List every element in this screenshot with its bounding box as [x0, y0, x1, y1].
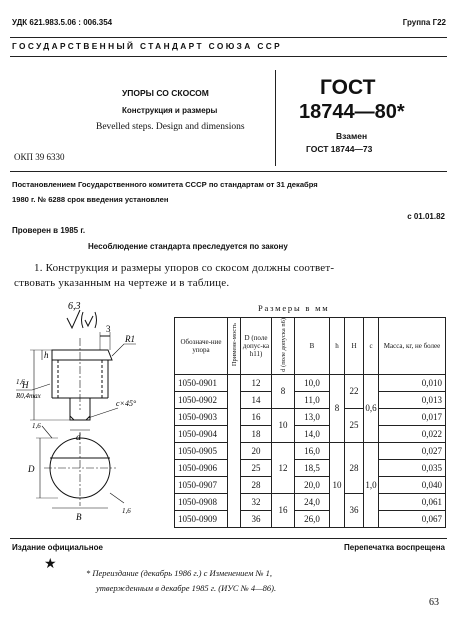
cell-D: 16: [241, 408, 272, 425]
cell-code: 1050-0906: [175, 459, 228, 476]
table-row: [175, 425, 446, 442]
replaces-label: Взамен: [336, 131, 368, 141]
cell-code: 1050-0901: [175, 374, 228, 391]
dimensions-table: [174, 317, 446, 528]
cell-B: 13,0: [295, 408, 330, 425]
dim-D: D: [28, 464, 35, 474]
cell-h: 10: [330, 442, 345, 527]
cell-c: 0,6: [364, 374, 379, 442]
cell-mass: 0,040: [379, 476, 446, 493]
cell-B: 18,5: [295, 459, 330, 476]
table-row: [175, 408, 446, 425]
replaces-value: ГОСТ 18744—73: [306, 144, 373, 154]
col-applicability: Примене-мость: [228, 318, 241, 375]
cell-c: 1,0: [364, 442, 379, 527]
cell-B: 20,0: [295, 476, 330, 493]
udk-code: УДК 621.983.5.06 : 006.354: [12, 18, 113, 27]
cell-B: 11,0: [295, 391, 330, 408]
dim-3: 3: [106, 324, 111, 334]
col-h: h: [330, 318, 345, 375]
cell-D: 18: [241, 425, 272, 442]
effective-date: с 01.01.82: [407, 212, 445, 221]
title-en: Bevelled steps. Design and dimensions: [96, 122, 245, 132]
radius-r1: R1: [125, 334, 135, 344]
paragraph-line-2: ствовать указанным на чертеже и в таблице.: [14, 277, 230, 289]
cell-mass: 0,027: [379, 442, 446, 459]
cell-D: 36: [241, 510, 272, 527]
cell-code: 1050-0902: [175, 391, 228, 408]
page-number: 63: [429, 597, 439, 608]
cell-B: 24,0: [295, 493, 330, 510]
cell-H: 25: [345, 408, 364, 442]
technical-drawing: [12, 298, 174, 530]
col-d: d (поле допуска n6): [272, 318, 295, 375]
cell-mass: 0,013: [379, 391, 446, 408]
cell-d: 8: [272, 374, 295, 408]
table-row: [175, 459, 446, 476]
cell-mass: 0,010: [379, 374, 446, 391]
roughness-icon: [67, 310, 80, 328]
chamfer-c45: c×45°: [116, 399, 137, 408]
table-row: [175, 493, 446, 510]
title-rule: [10, 171, 447, 172]
dim-B: B: [76, 512, 82, 522]
cell-d: 10: [272, 408, 295, 442]
col-designation: Обозначе-ние упора: [175, 318, 228, 375]
gost-label: ГОСТ: [320, 76, 376, 99]
decree-line-2: 1980 г. № 6288 срок введения установлен: [12, 195, 169, 204]
decree-line-1: Постановлением Государственного комитета СССР по стандартам от 31 декабря: [12, 180, 318, 189]
law-notice: Несоблюдение стандарта преследуется по закону: [88, 242, 288, 251]
cell-D: 25: [241, 459, 272, 476]
cell-B: 26,0: [295, 510, 330, 527]
footer-rule: [10, 538, 447, 539]
cell-code: 1050-0907: [175, 476, 228, 493]
cell-code: 1050-0904: [175, 425, 228, 442]
top-rule: [10, 37, 447, 38]
cell-d: 12: [272, 442, 295, 493]
dim-H: H: [22, 380, 29, 390]
cell-H: 22: [345, 374, 364, 408]
table-row: [175, 510, 446, 527]
cell-B: 16,0: [295, 442, 330, 459]
col-c: c: [364, 318, 379, 375]
cell-H: 28: [345, 442, 364, 493]
cell-D: 28: [241, 476, 272, 493]
cell-mass: 0,017: [379, 408, 446, 425]
cell-B: 10,0: [295, 374, 330, 391]
cell-mass: 0,022: [379, 425, 446, 442]
cell-mass: 0,067: [379, 510, 446, 527]
roughness-1-6-b: 1,6: [32, 422, 41, 430]
state-standard-heading: ГОСУДАРСТВЕННЫЙ СТАНДАРТ СОЮЗА ССР: [12, 41, 283, 51]
header-rule: [10, 56, 447, 57]
reprint-prohibited: Перепечатка воспрещена: [344, 543, 445, 552]
reissue-note-1: * Переиздание (декабрь 1986 г.) с Изменением № 1,: [86, 568, 273, 578]
cell-H: 36: [345, 493, 364, 527]
cell-B: 14,0: [295, 425, 330, 442]
cell-h: 8: [330, 374, 345, 442]
roughness-value: 6,3: [68, 301, 81, 312]
gost-number: 18744—80*: [299, 101, 405, 123]
table-row: [175, 442, 446, 459]
radius-r04: R0,4max: [16, 392, 41, 400]
table-row: [175, 476, 446, 493]
roughness-1-6-c: 1,6: [122, 507, 131, 515]
cell-D: 20: [241, 442, 272, 459]
cell-code: 1050-0909: [175, 510, 228, 527]
col-B: B: [295, 318, 330, 375]
col-D: D (поле допус-ка h11): [241, 318, 272, 375]
checked-year: Проверен в 1985 г.: [12, 226, 86, 235]
cell-mass: 0,061: [379, 493, 446, 510]
roughness-1-6-a: 1,6: [16, 378, 25, 386]
table-header-row: [175, 318, 446, 375]
table-row: [175, 391, 446, 408]
paragraph-line-1: 1. Конструкция и размеры упоров со скосом должны соответ-: [34, 262, 335, 274]
star-icon: ★: [44, 557, 57, 572]
cell-code: 1050-0908: [175, 493, 228, 510]
subtitle-ru: Конструкция и размеры: [122, 106, 218, 115]
cell-code: 1050-0905: [175, 442, 228, 459]
cell-code: 1050-0903: [175, 408, 228, 425]
title-divider: [275, 70, 276, 166]
title-ru: УПОРЫ СО СКОСОМ: [122, 88, 209, 98]
reissue-note-2: утвержденным в декабре 1985 г. (ИУС № 4—86).: [96, 583, 277, 593]
cell-D: 14: [241, 391, 272, 408]
group-code: Группа Г22: [402, 18, 446, 27]
col-mass: Масса, кг, не более: [379, 318, 446, 375]
cell-D: 12: [241, 374, 272, 391]
table-row: [175, 374, 446, 391]
cell-applicability: [228, 374, 241, 527]
col-H: H: [345, 318, 364, 375]
dim-d: d: [76, 432, 81, 442]
cell-D: 32: [241, 493, 272, 510]
table-caption: Размеры в мм: [258, 303, 330, 313]
dim-h: h: [44, 350, 49, 360]
okp-code: ОКП 39 6330: [14, 152, 65, 162]
cell-mass: 0,035: [379, 459, 446, 476]
cell-d: 16: [272, 493, 295, 527]
official-edition: Издание официальное: [12, 543, 103, 552]
